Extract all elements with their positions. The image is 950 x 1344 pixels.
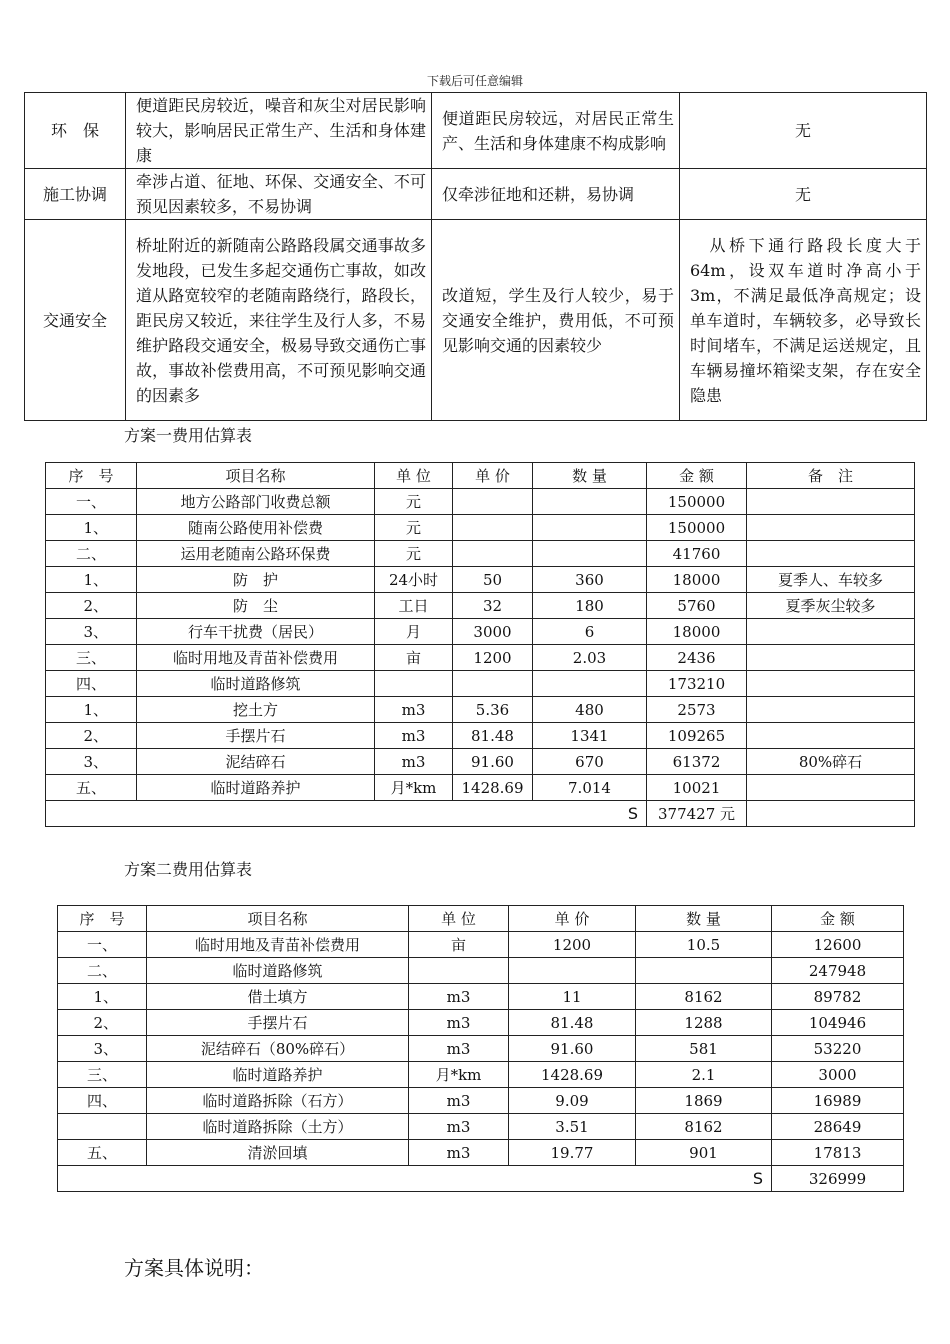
- table-cell: 7.014: [533, 775, 647, 801]
- table-row: [58, 984, 904, 1010]
- table-cell: 3、: [46, 749, 137, 775]
- table-row: [46, 541, 915, 567]
- comparison-cell: 牵涉占道、征地、环保、交通安全、不可预见因素较多，不易协调: [126, 169, 432, 220]
- table-cell: 2573: [647, 697, 747, 723]
- column-header: 金 额: [772, 906, 904, 932]
- table-cell: 地方公路部门收费总额: [137, 489, 375, 515]
- table-cell: 1428.69: [509, 1062, 636, 1088]
- table-cell: 1288: [636, 1010, 772, 1036]
- table-cell: 元: [375, 489, 453, 515]
- table-cell: [533, 671, 647, 697]
- table-cell: [453, 489, 533, 515]
- table-cell: 50: [453, 567, 533, 593]
- table-cell: m3: [409, 1088, 509, 1114]
- table-cell: 临时道路养护: [137, 775, 375, 801]
- table2-caption: 方案二费用估算表: [124, 860, 253, 879]
- table-row: [58, 1114, 904, 1140]
- table-cell: 1、: [46, 697, 137, 723]
- table-cell: 夏季人、车较多: [747, 567, 915, 593]
- table-cell: 1200: [453, 645, 533, 671]
- table-cell: 临时道路拆除（土方）: [147, 1114, 409, 1140]
- table-cell: 借土填方: [147, 984, 409, 1010]
- table-cell: 81.48: [509, 1010, 636, 1036]
- table-cell: 1341: [533, 723, 647, 749]
- table-cell: m3: [375, 723, 453, 749]
- table-sum-row: [46, 801, 915, 827]
- table-cell: 临时道路拆除（石方）: [147, 1088, 409, 1114]
- table-row: [46, 567, 915, 593]
- table-cell: 89782: [772, 984, 904, 1010]
- table-cell: [409, 958, 509, 984]
- column-header: 单 价: [453, 463, 533, 489]
- table-cell: 手摆片石: [137, 723, 375, 749]
- table-cell: 8162: [636, 1114, 772, 1140]
- table-cell: [533, 541, 647, 567]
- table-cell: 临时用地及青苗补偿费用: [137, 645, 375, 671]
- table-cell: 6: [533, 619, 647, 645]
- table-cell: 随南公路使用补偿费: [137, 515, 375, 541]
- table-cell: 临时用地及青苗补偿费用: [147, 932, 409, 958]
- table-cell: [747, 775, 915, 801]
- table-cell: m3: [409, 1114, 509, 1140]
- table-cell: 运用老随南公路环保费: [137, 541, 375, 567]
- table-cell: [533, 489, 647, 515]
- table-cell: 亩: [409, 932, 509, 958]
- table-cell: 150000: [647, 489, 747, 515]
- table-cell: 三、: [58, 1062, 147, 1088]
- table-cell: 12600: [772, 932, 904, 958]
- table-row: [46, 619, 915, 645]
- column-header: 数 量: [636, 906, 772, 932]
- table-cell: [509, 958, 636, 984]
- table-cell: 41760: [647, 541, 747, 567]
- table-cell: 247948: [772, 958, 904, 984]
- table-cell: 61372: [647, 749, 747, 775]
- table-cell: 2、: [46, 593, 137, 619]
- sum-symbol: S: [46, 801, 647, 827]
- comparison-row-traffic-safety: [25, 220, 927, 421]
- table-row: [46, 697, 915, 723]
- comparison-cell: 改道短，学生及行人较少，易于交通安全维护，费用低，不可预见影响交通的因素较少: [432, 220, 680, 421]
- comparison-row-environment: [25, 93, 927, 169]
- column-header: 序 号: [46, 463, 137, 489]
- table-row: [58, 1140, 904, 1166]
- comparison-cell: 便道距民房较近，噪音和灰尘对居民影响较大，影响居民正常生产、生活和身体建康: [126, 93, 432, 169]
- table-cell: 一、: [46, 489, 137, 515]
- table-cell: 173210: [647, 671, 747, 697]
- table-cell: m3: [409, 1140, 509, 1166]
- comparison-table: [24, 92, 927, 421]
- table-cell: 泥结碎石（80%碎石）: [147, 1036, 409, 1062]
- table-cell: 临时道路养护: [147, 1062, 409, 1088]
- comparison-cell: 桥址附近的新随南公路路段属交通事故多发地段，已发生多起交通伤亡事故，如改道从路宽较窄的老随南路绕行，路段长，距民房又较近，来往学生及行人多，不易维护路段交通安全，极易导致交通伤亡事故，事故补偿费用高，不可预见影响交通的因素多: [126, 220, 432, 421]
- table-row: [46, 749, 915, 775]
- comparison-label: 施工协调: [25, 169, 126, 220]
- table-row: [58, 932, 904, 958]
- table-cell: 3000: [772, 1062, 904, 1088]
- table-row: [46, 775, 915, 801]
- table-cell: [453, 671, 533, 697]
- table-row: [58, 1062, 904, 1088]
- table-cell: 180: [533, 593, 647, 619]
- table-cell: m3: [409, 1036, 509, 1062]
- table-cell: m3: [409, 984, 509, 1010]
- table-cell: 9.09: [509, 1088, 636, 1114]
- column-header: 项目名称: [147, 906, 409, 932]
- table-cell: 临时道路修筑: [147, 958, 409, 984]
- table-cell: 10021: [647, 775, 747, 801]
- column-header: 序 号: [58, 906, 147, 932]
- table-cell: 5760: [647, 593, 747, 619]
- table-cell: 32: [453, 593, 533, 619]
- table-cell: 行车干扰费（居民）: [137, 619, 375, 645]
- column-header: 单 价: [509, 906, 636, 932]
- table-cell: 元: [375, 515, 453, 541]
- table-cell: 月*km: [375, 775, 453, 801]
- column-header: 数 量: [533, 463, 647, 489]
- table-cell: [636, 958, 772, 984]
- table-cell: 3、: [46, 619, 137, 645]
- table-cell: [375, 671, 453, 697]
- table-row: [58, 1010, 904, 1036]
- table-row: [58, 1088, 904, 1114]
- table-cell: 2、: [58, 1010, 147, 1036]
- table-cell: 一、: [58, 932, 147, 958]
- table-cell: 5.36: [453, 697, 533, 723]
- table-cell: 3.51: [509, 1114, 636, 1140]
- table-cell: [747, 697, 915, 723]
- table-cell: 夏季灰尘较多: [747, 593, 915, 619]
- table-cell: 1200: [509, 932, 636, 958]
- comparison-row-coordination: [25, 169, 927, 220]
- table-cell: [58, 1114, 147, 1140]
- column-header: 备 注: [747, 463, 915, 489]
- table-cell: [747, 801, 915, 827]
- table-cell: 18000: [647, 619, 747, 645]
- cost-table-plan-one: [45, 462, 915, 827]
- table-cell: 19.77: [509, 1140, 636, 1166]
- table-cell: 二、: [58, 958, 147, 984]
- sum-symbol: S: [58, 1166, 772, 1192]
- comparison-cell: 无: [680, 93, 927, 169]
- table-cell: [747, 723, 915, 749]
- table-cell: m3: [375, 749, 453, 775]
- table-cell: [747, 671, 915, 697]
- column-header: 单 位: [375, 463, 453, 489]
- table-cell: 901: [636, 1140, 772, 1166]
- table-cell: [747, 619, 915, 645]
- table-cell: 亩: [375, 645, 453, 671]
- cost-table-plan-two: [57, 905, 904, 1192]
- table-cell: 91.60: [453, 749, 533, 775]
- table-row: [58, 958, 904, 984]
- table-cell: 28649: [772, 1114, 904, 1140]
- sum-value: 326999: [772, 1166, 904, 1192]
- table-cell: 二、: [46, 541, 137, 567]
- table1-caption: 方案一费用估算表: [124, 426, 253, 445]
- table-cell: 2.1: [636, 1062, 772, 1088]
- table-cell: [747, 645, 915, 671]
- table-row: [46, 645, 915, 671]
- table-row: [46, 593, 915, 619]
- table-cell: 3000: [453, 619, 533, 645]
- column-header: 项目名称: [137, 463, 375, 489]
- table-cell: [533, 515, 647, 541]
- table-cell: 2436: [647, 645, 747, 671]
- table-cell: 防 尘: [137, 593, 375, 619]
- final-heading: 方案具体说明：: [124, 1256, 264, 1280]
- table-cell: 670: [533, 749, 647, 775]
- table-cell: 月*km: [409, 1062, 509, 1088]
- comparison-label: 环 保: [25, 93, 126, 169]
- table-cell: 480: [533, 697, 647, 723]
- comparison-cell: 从桥下通行路段长度大于64m，设双车道时净高小于3m，不满足最低净高规定；设单车道时，车辆较多，必导致长时间堵车，不满足运送规定，且车辆易撞坏箱梁支架，存在安全隐患: [680, 220, 927, 421]
- table-cell: 81.48: [453, 723, 533, 749]
- table-row: [46, 515, 915, 541]
- table-row: [46, 671, 915, 697]
- table-cell: 泥结碎石: [137, 749, 375, 775]
- table-cell: 360: [533, 567, 647, 593]
- table-cell: [747, 541, 915, 567]
- table-cell: 18000: [647, 567, 747, 593]
- table-cell: 五、: [58, 1140, 147, 1166]
- table-cell: 17813: [772, 1140, 904, 1166]
- table-cell: 2.03: [533, 645, 647, 671]
- table-cell: 2、: [46, 723, 137, 749]
- table-header-row: [58, 906, 904, 932]
- table-cell: 80%碎石: [747, 749, 915, 775]
- table-cell: 91.60: [509, 1036, 636, 1062]
- table-cell: 11: [509, 984, 636, 1010]
- page-header: 下载后可任意编辑: [426, 74, 523, 88]
- table-cell: 临时道路修筑: [137, 671, 375, 697]
- column-header: 金 额: [647, 463, 747, 489]
- comparison-cell: 仅牵涉征地和还耕，易协调: [432, 169, 680, 220]
- comparison-label: 交通安全: [25, 220, 126, 421]
- column-header: 单 位: [409, 906, 509, 932]
- table-cell: 1428.69: [453, 775, 533, 801]
- table-cell: 581: [636, 1036, 772, 1062]
- table-cell: m3: [375, 697, 453, 723]
- table-cell: 104946: [772, 1010, 904, 1036]
- table-cell: m3: [409, 1010, 509, 1036]
- table-row: [58, 1036, 904, 1062]
- comparison-cell: 无: [680, 169, 927, 220]
- table-cell: 1、: [46, 567, 137, 593]
- comparison-cell: 便道距民房较远，对居民正常生产、生活和身体建康不构成影响: [432, 93, 680, 169]
- table-cell: 16989: [772, 1088, 904, 1114]
- table-cell: 元: [375, 541, 453, 567]
- table-cell: 清淤回填: [147, 1140, 409, 1166]
- table-cell: 手摆片石: [147, 1010, 409, 1036]
- table-cell: 1869: [636, 1088, 772, 1114]
- table-cell: 24小时: [375, 567, 453, 593]
- table-cell: [747, 515, 915, 541]
- table-header-row: [46, 463, 915, 489]
- table-cell: 109265: [647, 723, 747, 749]
- table-cell: 月: [375, 619, 453, 645]
- table-row: [46, 723, 915, 749]
- table-row: [46, 489, 915, 515]
- table-cell: 1、: [46, 515, 137, 541]
- table-cell: [453, 541, 533, 567]
- table-cell: [453, 515, 533, 541]
- table-cell: 挖土方: [137, 697, 375, 723]
- table-cell: 1、: [58, 984, 147, 1010]
- table-cell: 3、: [58, 1036, 147, 1062]
- table-cell: 三、: [46, 645, 137, 671]
- table-cell: 8162: [636, 984, 772, 1010]
- table-cell: [747, 489, 915, 515]
- table-cell: 四、: [46, 671, 137, 697]
- table-cell: 10.5: [636, 932, 772, 958]
- table-cell: 四、: [58, 1088, 147, 1114]
- sum-value: 377427 元: [647, 801, 747, 827]
- table-cell: 防 护: [137, 567, 375, 593]
- table-cell: 五、: [46, 775, 137, 801]
- table-cell: 53220: [772, 1036, 904, 1062]
- table-sum-row: [58, 1166, 904, 1192]
- table-cell: 工日: [375, 593, 453, 619]
- table-cell: 150000: [647, 515, 747, 541]
